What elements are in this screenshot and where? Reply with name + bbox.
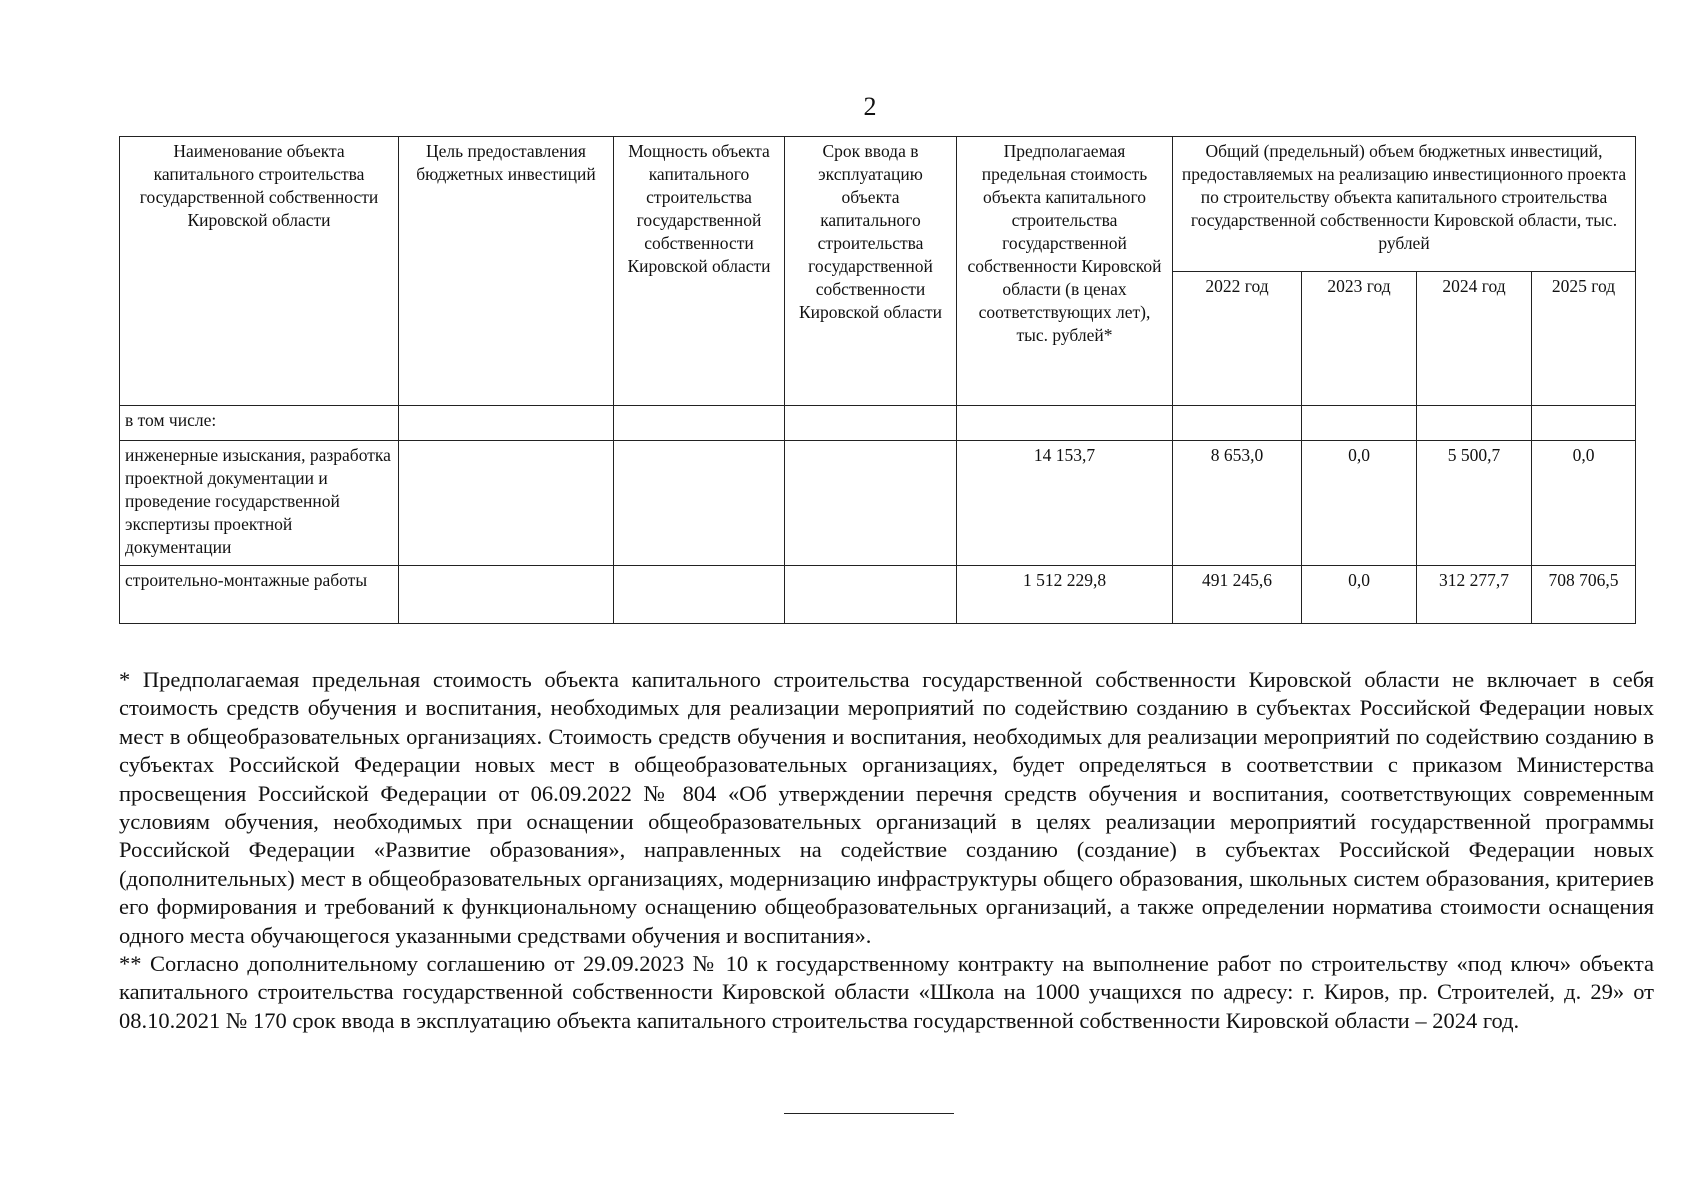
value-2024-cell: 5 500,7 <box>1417 441 1532 566</box>
table-row <box>120 566 1636 624</box>
table-header-row <box>120 137 1636 272</box>
value-2023-cell: 0,0 <box>1302 566 1417 624</box>
row-label: в том числе: <box>120 406 399 441</box>
header-purpose: Цель предоставления бюджетных инвестиций <box>399 137 614 406</box>
commissioning-cell <box>785 406 957 441</box>
capacity-cell <box>614 441 785 566</box>
commissioning-cell <box>785 566 957 624</box>
commissioning-cell <box>785 441 957 566</box>
value-2025-cell <box>1532 406 1636 441</box>
value-2022-cell: 491 245,6 <box>1173 566 1302 624</box>
value-2025-cell: 0,0 <box>1532 441 1636 566</box>
value-2022-cell <box>1173 406 1302 441</box>
header-year-2024: 2024 год <box>1417 272 1532 406</box>
value-2024-cell <box>1417 406 1532 441</box>
header-estimated-cost: Предполагаемая предельная стоимость объекта капитального строительства государственной собственности Кировской области (в ценах соответствующих лет), тыс. рублей* <box>957 137 1173 406</box>
estimated-cost-cell <box>957 406 1173 441</box>
value-2024-cell: 312 277,7 <box>1417 566 1532 624</box>
header-object-name: Наименование объекта капитального строительства государственной собственности Кировской области <box>120 137 399 406</box>
row-label: строительно-монтажные работы <box>120 566 399 624</box>
table-row <box>120 441 1636 566</box>
value-2022-cell: 8 653,0 <box>1173 441 1302 566</box>
estimated-cost-cell: 1 512 229,8 <box>957 566 1173 624</box>
header-year-2025: 2025 год <box>1532 272 1636 406</box>
header-year-2022: 2022 год <box>1173 272 1302 406</box>
value-2025-cell: 708 706,5 <box>1532 566 1636 624</box>
footnotes <box>119 666 1654 1035</box>
footnote-commissioning: ** Согласно дополнительному соглашению от 29.09.2023 № 10 к государственному контракту на выполнение работ по строительству «под ключ» объекта капитального строительства государственной собственности Кировской области «Школа на 1000 учащихся по адресу: г. Киров, пр. Строителей, д. 29» от 08.10.2021 № 170 срок ввода в эксплуатацию объекта капитального строительства государственной собственности Кировской области – 2024 год. <box>119 951 1654 1033</box>
row-label: инженерные изыскания, разработка проектной документации и проведение государственной экспертизы проектной документации <box>120 441 399 566</box>
header-capacity: Мощность объекта капитального строительства государственной собственности Кировской области <box>614 137 785 406</box>
header-year-2023: 2023 год <box>1302 272 1417 406</box>
purpose-cell <box>399 566 614 624</box>
header-total-investment: Общий (предельный) объем бюджетных инвестиций, предоставляемых на реализацию инвестиционного проекта по строительству объекта капитального строительства государственной собственности Кировской области, тыс. рублей <box>1173 137 1636 272</box>
footnote-cost: * Предполагаемая предельная стоимость объекта капитального строительства государственной собственности Кировской области не включает в себя стоимость средств обучения и воспитания, необходимых для реализации мероприятий по содействию созданию в субъектах Российской Федерации новых мест в общеобразовательных организациях. Стоимость средств обучения и воспитания, необходимых для реализации мероприятий по содействию созданию в субъектах Российской Федерации новых мест в общеобразовательных организациях, будет определяться в соответствии с приказом Министерства просвещения Российской Федерации от 06.09.2022 № 804 «Об утверждении перечня средств обучения и воспитания, соответствующих современным условиям обучения, необходимых при оснащении общеобразовательных организаций в целях реализации мероприятий государственной программы Российской Федерации «Развитие образования», направленных на содействие созданию (создание) в субъектах Российской Федерации новых (дополнительных) мест в общеобразовательных организациях, модернизацию инфраструктуры общего образования, школьных систем образования, критериев его формирования и требований к функциональному оснащению общеобразовательных организаций, а также определении норматива стоимости оснащения одного места обучающегося указанными средствами обучения и воспитания». <box>119 667 1654 948</box>
budget-investment-table <box>119 136 1636 624</box>
purpose-cell <box>399 406 614 441</box>
end-divider <box>784 1113 954 1114</box>
capacity-cell <box>614 566 785 624</box>
capacity-cell <box>614 406 785 441</box>
table-row <box>120 406 1636 441</box>
value-2023-cell <box>1302 406 1417 441</box>
header-commissioning-date: Срок ввода в эксплуатацию объекта капитального строительства государственной собственности Кировской области <box>785 137 957 406</box>
estimated-cost-cell: 14 153,7 <box>957 441 1173 566</box>
purpose-cell <box>399 441 614 566</box>
value-2023-cell: 0,0 <box>1302 441 1417 566</box>
page-number: 2 <box>863 92 877 121</box>
